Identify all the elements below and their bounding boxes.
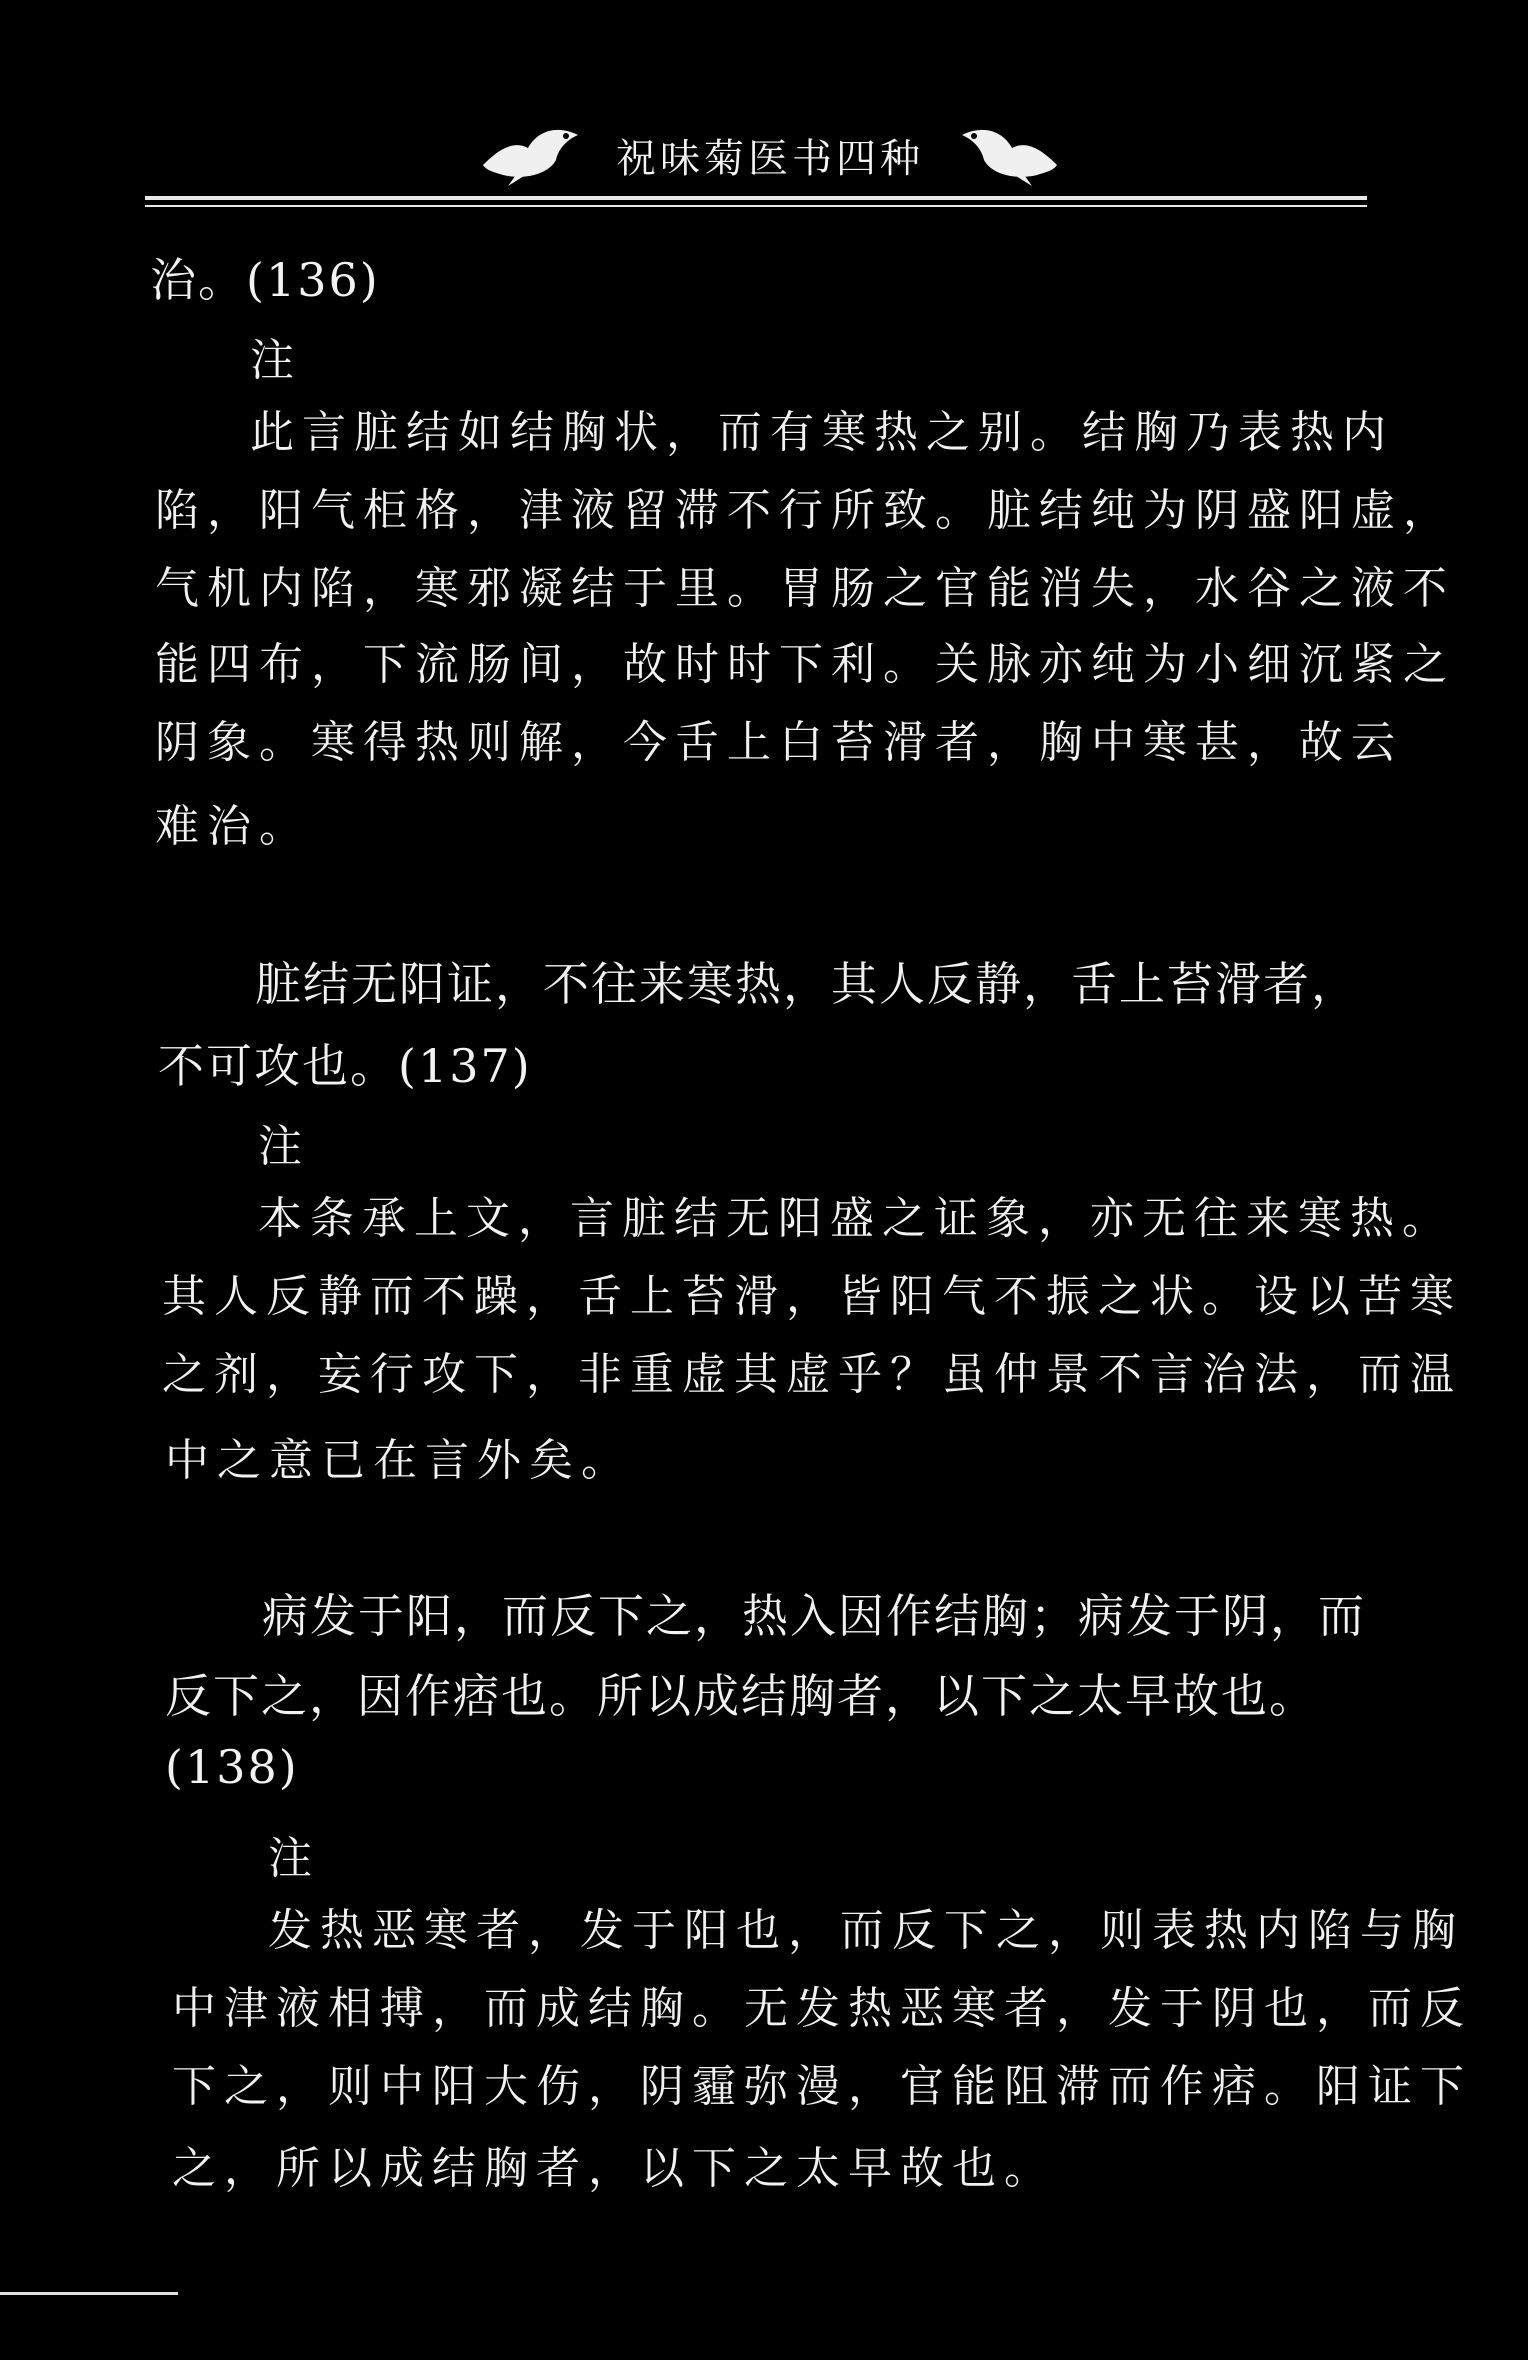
note-label-136: 注 bbox=[250, 335, 296, 386]
text-line-10: 不可攻也。(137) bbox=[158, 1039, 532, 1093]
text-line-12: 本条承上文，言脏结无阳盛之证象，亦无往来寒热。 bbox=[258, 1193, 1454, 1244]
left-phoenix-ornament-icon bbox=[478, 120, 588, 190]
text-line-22: 下之，则中阳大伤，阴霾弥漫，官能阻滞而作痞。阳证下 bbox=[172, 2061, 1472, 2112]
text-line-13: 其人反静而不躁，舌上苔滑，皆阳气不振之状。设以苦寒 bbox=[162, 1271, 1462, 1322]
text-line-15: 中之意已在言外矣。 bbox=[165, 1435, 633, 1486]
text-line-9: 脏结无阳证，不往来寒热，其人反静，舌上苔滑者， bbox=[255, 957, 1359, 1011]
text-line-17: 反下之，因作痞也。所以成结胸者，以下之太早故也。 bbox=[165, 1669, 1317, 1723]
footer-rule bbox=[0, 2292, 178, 2295]
text-line-16: 病发于阳，而反下之，热入因作结胸；病发于阴，而 bbox=[262, 1589, 1366, 1643]
text-line-5: 气机内陷，寒邪凝结于里。胃肠之官能消失，水谷之液不 bbox=[155, 563, 1455, 614]
text-line-14: 之剂，妄行攻下，非重虚其虚乎？虽仲景不言治法，而温 bbox=[162, 1349, 1462, 1400]
text-line-20: 发热恶寒者，发于阳也，而反下之，则表热内陷与胸 bbox=[268, 1905, 1464, 1956]
text-line-8: 难治。 bbox=[155, 801, 311, 852]
note-label-138: 注 bbox=[268, 1833, 314, 1884]
text-line-4: 陷，阳气柜格，津液留滞不行所致。脏结纯为阴盛阳虚， bbox=[155, 485, 1455, 536]
note-label-137: 注 bbox=[258, 1121, 304, 1172]
text-line-1: 治。(136) bbox=[150, 253, 380, 307]
text-line-21: 中津液相搏，而成结胸。无发热恶寒者，发于阴也，而反 bbox=[172, 1983, 1472, 2034]
header-title: 祝味菊医书四种 bbox=[616, 135, 924, 182]
text-line-3: 此言脏结如结胸状，而有寒热之别。结胸乃表热内 bbox=[250, 407, 1394, 458]
right-phoenix-ornament-icon bbox=[952, 120, 1062, 190]
text-line-7: 阴象。寒得热则解，今舌上白苔滑者，胸中寒甚，故云 bbox=[155, 717, 1403, 768]
text-line-23: 之，所以成结胸者，以下之太早故也。 bbox=[172, 2143, 1056, 2194]
header-rule-thick bbox=[145, 196, 1367, 200]
header-rule-thin bbox=[145, 205, 1367, 207]
running-header bbox=[460, 110, 1080, 200]
text-line-6: 能四布，下流肠间，故时时下利。关脉亦纯为小细沉紧之 bbox=[155, 639, 1455, 690]
text-line-18: (138) bbox=[165, 1740, 299, 1794]
